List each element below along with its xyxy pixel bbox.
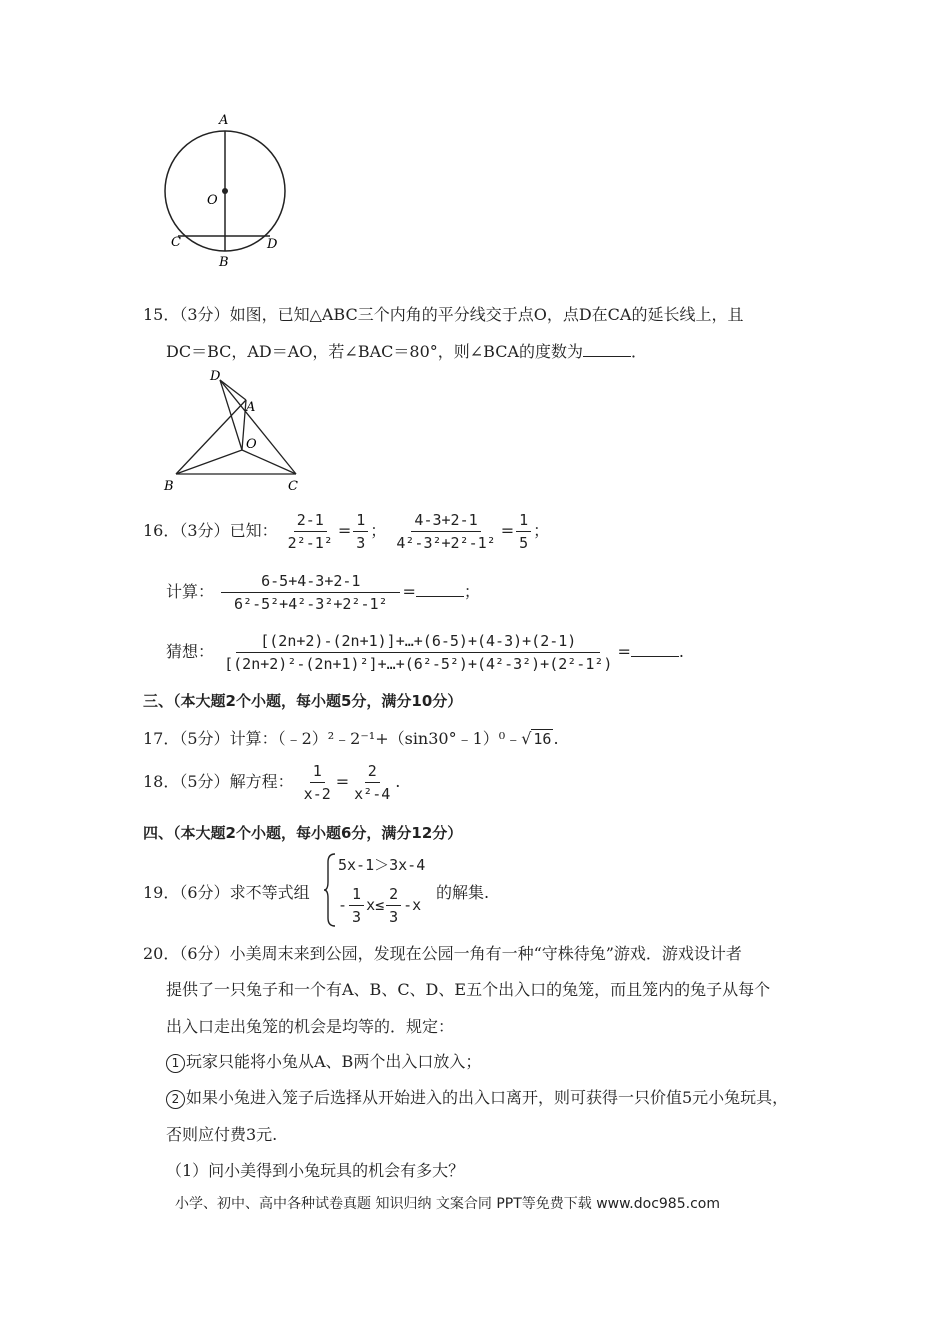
q20-sub1: （1）问小美得到小兔玩具的机会有多大？ xyxy=(166,1161,465,1180)
q16-guess: 猜想： $\frac{[(2n+2)-(2n+1)]+\dots+(6-5)+(4-3)+(2-1)}{\text{[(2n+2)²-(2n+1)²]+…+(6²-5²)+(4²-3²)+(2²-1²)}}$ = . xyxy=(166,632,684,673)
footer-text: 小学、初中、高中各种试卷真题 知识归纳 文案合同 PPT等免费下载 www.doc985.com xyxy=(175,1196,720,1212)
q19-tail: 的解集. xyxy=(436,883,490,902)
q17: 17．（5分）计算：（﹣2）²﹣2⁻¹+（sin30°﹣1）⁰﹣√ 16 . xyxy=(143,729,559,748)
label-o2: O xyxy=(246,437,257,452)
label-a: A xyxy=(219,113,229,128)
label-d: D xyxy=(267,237,278,252)
q19-ineq2: - $\frac{1}{3}$ x≤ $\frac{2}{3}$ -x xyxy=(338,885,422,926)
answer-blank xyxy=(583,342,631,357)
q20-line4: 否则应付费3元. xyxy=(166,1125,278,1144)
section-3-heading: 三、（本大题2个小题，每小题5分，满分10分） xyxy=(143,692,463,710)
label-d2: D xyxy=(210,369,221,384)
q20-rule2: 2 如果小兔进入笼子后选择从开始进入的出入口离开，则可获得一只价值5元小兔玩具， xyxy=(166,1085,788,1109)
q20-line3: 出入口走出兔笼的机会是均等的．规定： xyxy=(166,1017,455,1036)
label-b: B xyxy=(219,255,229,270)
triangle-figure xyxy=(160,366,310,494)
circle-figure xyxy=(155,108,295,273)
q15-line1: 15．（3分）如图，已知△ABC三个内角的平分线交于点O，点D在CA的延长线上，且 xyxy=(143,305,744,324)
label-o: O xyxy=(207,193,218,208)
q19-ineq1: 5x-1＞3x-4 xyxy=(338,856,426,874)
brace-icon xyxy=(323,852,337,928)
label-c2: C xyxy=(288,479,298,494)
q20-line1: 20．（6分）小美周末来到公园，发现在公园一角有一种“守株待兔”游戏．游戏设计者 xyxy=(143,944,742,963)
label-a2: A xyxy=(246,400,256,415)
answer-blank xyxy=(416,582,464,597)
q15-line2: DC＝BC，AD＝AO，若∠BAC＝80°，则∠BCA的度数为 ． xyxy=(166,342,648,361)
q20-line2: 提供了一只兔子和一个有A、B、C、D、E五个出入口的兔笼，而且笼内的兔子从每个 xyxy=(166,980,771,999)
q16-calc: 计算： $\frac{6-5+4-3+2-1}{\text{6²-5²+4²-3²+2²-1²}}$ = ； xyxy=(166,572,480,613)
q16-known: 16．（3分）已知： $\frac{2-1}{\text{2²-1²}}$ = $\frac{1}{3}$ ； $\frac{4-3+2-1}{\text{4²-3²+2²-1²}}$ = $\frac{1}{5}$ ； xyxy=(143,511,550,552)
answer-blank xyxy=(631,642,679,657)
q18: 18．（5分）解方程： $\frac{1}{x-2}$ = $\frac{2}{\text{x²-4}}$ . xyxy=(143,762,401,803)
label-c: C xyxy=(171,235,181,250)
circled-number-1: 1 xyxy=(166,1054,185,1073)
q19-prefix: 19．（6分）求不等式组 xyxy=(143,883,310,902)
section-4-heading: 四、（本大题2个小题，每小题6分，满分12分） xyxy=(143,824,463,842)
label-b2: B xyxy=(164,479,174,494)
circled-number-2: 2 xyxy=(166,1090,185,1109)
q20-rule1: 1 玩家只能将小兔从A、B两个出入口放入； xyxy=(166,1049,481,1073)
